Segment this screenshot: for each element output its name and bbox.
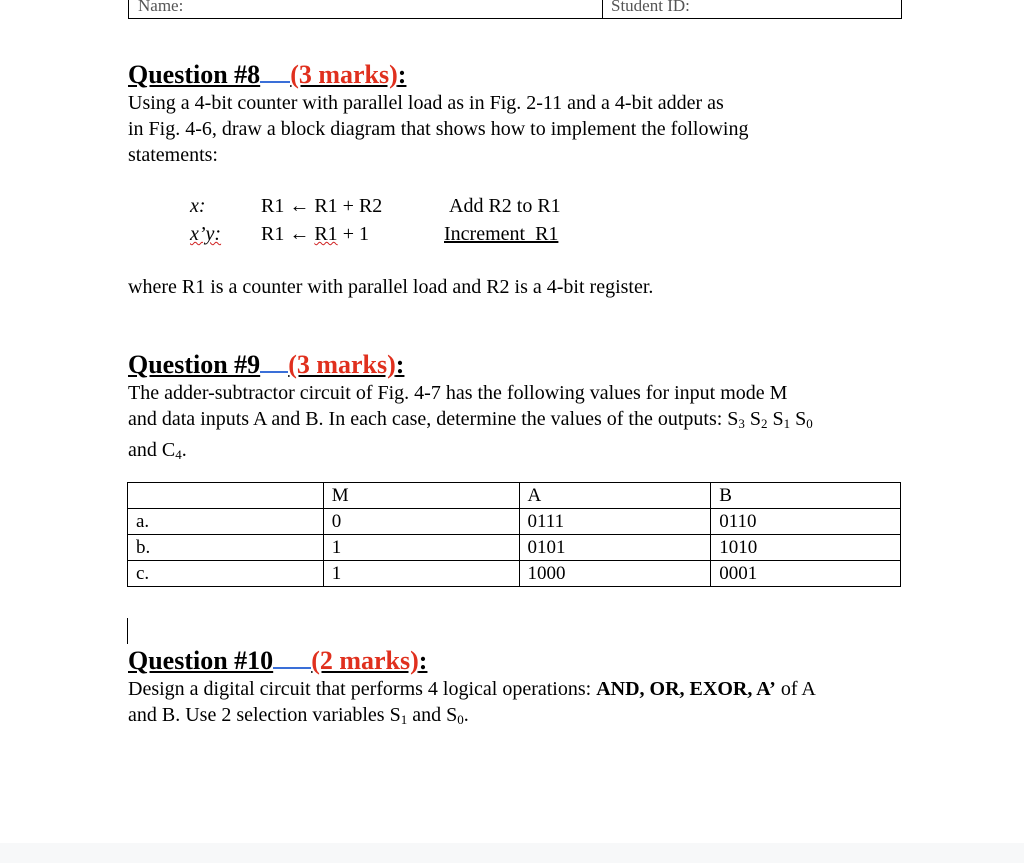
s3-sub: 3 [738,416,745,431]
q10-colon: : [418,646,428,675]
header-cell-a: A [519,483,711,509]
stmt2-condition-text: x’y: [190,223,222,245]
q8-colon: : [397,60,407,89]
stmt2-op-mid: R1 [314,223,338,245]
stmt2-op-prefix: R1 ← [261,223,315,245]
q9-line-2-text: and data inputs A and B. In each case, determine the values of the outputs: S [128,408,739,430]
q9-colon: : [395,350,405,379]
q10-line-1-suffix: of A [775,678,816,700]
s1-sub: 1 [400,712,408,727]
q9-line-3-text: and C [128,439,176,461]
table-row [128,561,901,587]
header-cell-label [128,483,324,509]
q8-title [128,59,406,90]
a-value-cell: 1000 [519,561,711,587]
q10-line-2-suffix: . [463,704,469,726]
q9-title [128,349,404,380]
q10-gap [273,645,311,669]
q9-marks: (3 marks) [288,350,396,379]
text-cursor[interactable] [127,618,128,644]
q8-line-2: in Fig. 4-6, draw a block diagram that shows how to implement the following [128,118,749,140]
stmt1-condition [190,195,206,218]
q10-prompt [128,676,816,733]
m-value-cell: 1 [323,561,519,587]
q10-line-2 [128,702,816,733]
stmt2-condition [190,223,221,246]
student-id-field-label: Student ID: [611,0,690,15]
stmt2-operation [261,223,369,246]
stmt1-operation: R1 ← R1 + R2 [261,195,383,217]
table-row [128,535,901,561]
q8-gap [260,59,290,83]
q8-where: where R1 is a counter with parallel load and R2 is a 4-bit register. [128,276,654,298]
q10-line-2-prefix: and B. Use 2 selection variables S [128,704,401,726]
q10-marks: (2 marks) [311,646,419,675]
q8-label: Question #8 [128,60,261,89]
name-field-label: Name: [138,0,184,15]
q9-prompt [128,380,813,468]
row-label-cell: c. [128,561,324,587]
bottom-shade [0,843,1024,863]
s0-sub: 0 [806,416,813,431]
q8-line-3: statements: [128,144,218,166]
table-row [128,509,901,535]
row-label-cell: b. [128,535,324,561]
stmt2-description: Increment R1 [444,223,559,245]
row-label-cell: a. [128,509,324,535]
q10-line-2-mid: and S [407,704,458,726]
q8-marks: (3 marks) [290,60,398,89]
m-value-cell: 0 [323,509,519,535]
q9-gap [260,349,288,373]
q10-label: Question #10 [128,646,274,675]
q9-line-2: and data inputs A and B. In each case, determine the values of the outputs: $S_3$ $S_2$ $S_1$ $S_0$ [128,408,813,431]
q10-title [128,645,427,676]
q9-line-3: and $C_4$. [128,439,187,462]
q10-operations: AND, OR, EXOR, A’ [596,678,776,700]
b-value-cell: 0110 [711,509,901,535]
header-divider [602,0,603,18]
q9-label: Question #9 [128,350,261,379]
a-value-cell: 0111 [519,509,711,535]
c4-sub: 4 [175,447,182,462]
header-cell-b: B [711,483,901,509]
q10-line-1-prefix: Design a digital circuit that performs 4 logical operations: [128,678,597,700]
s0-sub: 0 [457,712,464,727]
b-value-cell: 0001 [711,561,901,587]
s1-sub: 1 [783,416,791,431]
q8-line-1: Using a 4-bit counter with parallel load as in Fig. 2-11 and a 4-bit adder as [128,92,724,114]
s2-sub: 2 [761,416,768,431]
b-value-cell: 1010 [711,535,901,561]
q9-line-1: The adder-subtractor circuit of Fig. 4-7 has the following values for input mode M [128,382,788,404]
header-cell-m: M [323,483,519,509]
input-values-table [127,482,901,587]
table-header-row [128,483,901,509]
m-value-cell: 1 [323,535,519,561]
stmt1-description: Add R2 to R1 [449,195,561,217]
stmt1-condition-text: x: [190,195,206,217]
stmt2-op-suffix: + 1 [337,223,369,245]
q10-line-1 [128,676,816,702]
q8-prompt [128,90,748,168]
a-value-cell: 0101 [519,535,711,561]
header-box [128,0,902,19]
